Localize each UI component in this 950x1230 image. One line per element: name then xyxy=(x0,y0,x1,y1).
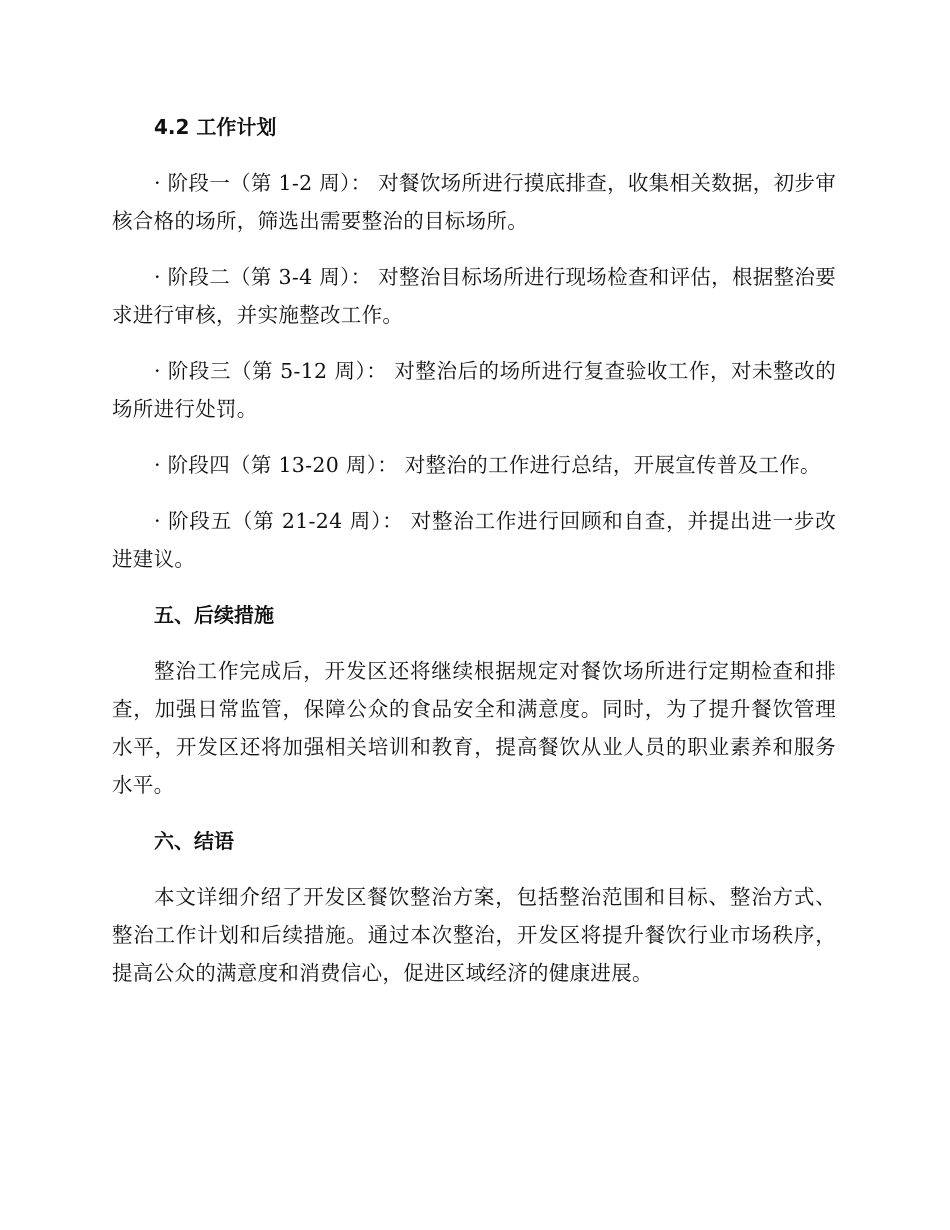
follow-up-paragraph: 整治工作完成后，开发区还将继续根据规定对餐饮场所进行定期检查和排查，加强日常监管，保障公众的食品安全和满意度。同时，为了提升餐饮管理水平，开发区还将加强相关培训和教育，提高餐饮从业人员的职业素养和服务水平。 xyxy=(112,659,836,797)
conclusion-paragraph: 本文详细介绍了开发区餐饮整治方案，包括整治范围和目标、整治方式、整治工作计划和后续措施。通过本次整治，开发区将提升餐饮行业市场秩序，提高公众的满意度和消费信心，促进区域经济的健康进展。 xyxy=(112,885,836,985)
document-body xyxy=(112,108,836,1010)
stage-2-item: · 阶段二（第 3-4 周）： 对整治目标场所进行现场检查和评估，根据整治要求进行审核，并实施整改工作。 xyxy=(112,265,836,327)
section-heading-work-plan: 4.2 工作计划 xyxy=(154,115,277,139)
stage-3-item: · 阶段三（第 5-12 周）： 对整治后的场所进行复查验收工作，对未整改的场所进行处罚。 xyxy=(112,359,836,421)
section-heading-conclusion: 六、结语 xyxy=(154,829,234,853)
stage-5-item: · 阶段五（第 21-24 周）： 对整治工作进行回顾和自查，并提出进一步改进建议。 xyxy=(112,509,836,571)
stage-1-item: · 阶段一（第 1-2 周）： 对餐饮场所进行摸底排查，收集相关数据，初步审核合格的场所，筛选出需要整治的目标场所。 xyxy=(112,171,836,233)
stage-4-item: · 阶段四（第 13-20 周）： 对整治的工作进行总结，开展宣传普及工作。 xyxy=(154,453,821,477)
section-heading-follow-up: 五、后续措施 xyxy=(154,603,274,627)
